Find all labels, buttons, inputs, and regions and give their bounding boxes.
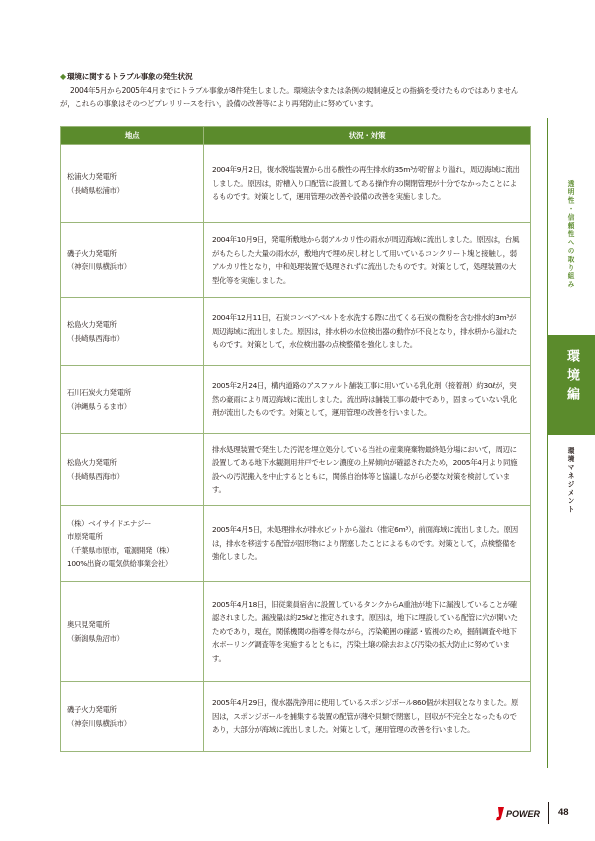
description-cell: 2005年4月29日，復水器洗浄用に使用しているスポンジボール860個が未回収となりました。原因は，スポンジボールを捕集する装置の配管が薄や貝類で閉塞し，回収が不完全となったものであり，大部分が海域に流出しました。対策として，運用管理の改善を行いました。 [204, 682, 531, 752]
intro-text: 2004年5月から2005年4月までにトラブル事象が8件発生しました。環境法令または条例の規制違反との指摘を受けたものではありませんが，これらの事象はそのつどプレリリースを行い，設備の改善等により再発防止に努めています。 [60, 86, 519, 108]
trouble-table [60, 126, 531, 752]
location-cell [61, 506, 204, 582]
location-note: 100%出資の電気供給事業会社） [67, 559, 173, 568]
location-name: （株）ベイサイドエナジー [67, 518, 152, 528]
jpower-logo [494, 804, 544, 822]
sidebar-section: 環境編 [564, 349, 579, 406]
table-row [61, 223, 531, 298]
location-area: （神奈川県横浜市） [67, 718, 131, 728]
column-header-location: 地点 [61, 127, 204, 145]
location-cell [61, 145, 204, 223]
footer-rule [548, 802, 549, 824]
table-row [61, 582, 531, 682]
location-name: 松島火力発電所 [67, 458, 117, 467]
section-heading-text: 環境に関するトラブル事象の発生状況 [66, 72, 193, 81]
description-cell: 排水処理装置で発生した汚泥を埋立処分している当社の産業廃棄物最終処分場において，周辺に設置してある地下水観測用井戸でセレン濃度の上昇傾向が確認されたため，2005年4月より同施設への汚泥搬入を中止するとともに，関係自治体等と協議しながら必要な対策を検討しています。 [204, 434, 531, 506]
location-cell [61, 682, 204, 752]
location-area: （沖縄県うるま市） [67, 401, 131, 411]
location-area: （千葉県市原市，電源開発（株） [67, 545, 174, 555]
location-area: （神奈川県横浜市） [67, 262, 131, 271]
location-name: 奥只見発電所 [67, 620, 110, 629]
location-area: （長崎県西海市） [67, 333, 124, 343]
description-cell: 2005年2月24日，構内道路のアスファルト舗装工事に用いている乳化剤（接着剤）約30ℓが，突然の豪雨により周辺海域に流出しました。流出時は舗装工事の最中であり，固まっていない乳化剤が流出したものです。対策として，運用管理の改善を行いました。 [204, 366, 531, 434]
intro-paragraph [60, 84, 530, 110]
location-cell [61, 223, 204, 298]
table-row [61, 145, 531, 223]
location-cell [61, 366, 204, 434]
description-cell: 2004年9月2日，復水脱塩装置から出る酸性の再生排水約35m³が貯留より溢れ，周辺海域に流出しました。原因は，貯槽入り口配管に設置してある操作弁の開閉管理が十分でなかったことによるものです。対策として，運用管理の改善や設備の改善を実施しました。 [204, 145, 531, 223]
table-row [61, 506, 531, 582]
description-cell: 2005年4月5日，未処理排水が排水ピットから溢れ（推定6m³），前面海域に流出しました。原因は，排水を移送する配管が固形物により閉塞したことによるものです。対策として，点検整備を強化しました。 [204, 506, 531, 582]
location-name-2: 市原発電所 [67, 532, 103, 541]
table-row [61, 434, 531, 506]
section-heading [60, 71, 530, 82]
description-cell: 2004年10月9日，発電所敷地から弱アルカリ性の雨水が周辺海域に流出しました。原因は，台風がもたらした大量の雨水が，敷地内で埋め戻し材として用いているコンクリート塊と接触し，弱アルカリ性となり，中和処理装置で処理されずに流出したものです。対策として，処理装置の大型化等を実施しました。 [204, 223, 531, 298]
logo-mark-icon [496, 807, 504, 820]
sidebar-rule [547, 118, 548, 768]
location-area: （長崎県松浦市） [67, 185, 124, 195]
location-name: 石川石炭火力発電所 [67, 388, 131, 397]
location-area: （長崎県西海市） [67, 471, 124, 481]
location-name: 松島火力発電所 [67, 320, 117, 329]
sidebar-subsection: 環境マネジメント [566, 447, 574, 515]
location-cell [61, 434, 204, 506]
logo-text: POWER [506, 809, 541, 819]
sidebar-section-block [548, 335, 595, 435]
location-cell [61, 298, 204, 366]
description-cell: 2004年12月11日，石炭コンベアベルトを水洗する際に出てくる石炭の微粉を含む排水約3m³が周辺海域に流出しました。原因は，排水枡の水位検出器の動作が不良となり，排水枡から溢れたものです。対策として，水位検出器の点検整備を強化しました。 [204, 298, 531, 366]
table-row [61, 366, 531, 434]
table-row [61, 682, 531, 752]
location-area: （新潟県魚沼市） [67, 633, 124, 643]
location-cell [61, 582, 204, 682]
table-row [61, 298, 531, 366]
location-name: 磯子火力発電所 [67, 705, 117, 714]
column-header-description: 状況・対策 [204, 127, 531, 145]
diamond-icon: ◆ [60, 72, 66, 81]
location-name: 松浦火力発電所 [67, 172, 117, 181]
top-rule [0, 0, 595, 2]
table-header-row [61, 127, 531, 145]
page-number: 48 [558, 807, 569, 818]
location-name: 磯子火力発電所 [67, 248, 117, 258]
description-cell: 2005年4月18日，旧従業員宿舎に設置しているタンクからA重油が地下に漏洩していることが確認されました。漏洩量は約25kℓと推定されます。原因は，地下に埋設している配管に穴が開いたためであり，現在，関係機関の指導を得ながら，汚染範囲の確認・監視のため，掘削調査や地下水ボーリング調査等を実施するとともに，汚染土壌の除去および汚染の拡大防止に努めています。 [204, 582, 531, 682]
sidebar-chapter: 透明性・信頼性への取り組み [566, 180, 574, 290]
